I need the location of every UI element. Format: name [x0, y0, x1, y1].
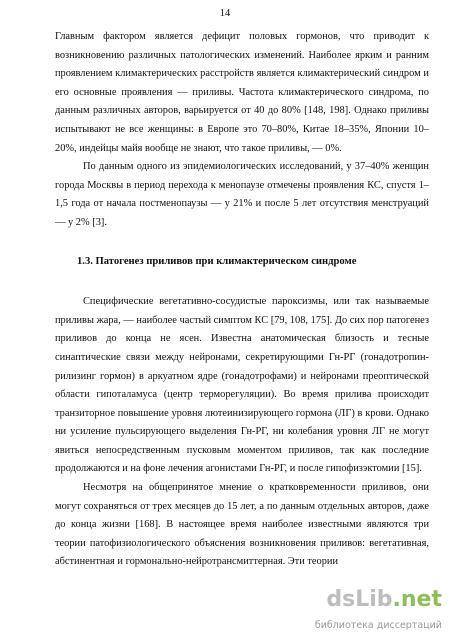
paragraph-intro: Главным фактором является дефицит половых гормонов, что приводит к возникновению различных патологических изменений. Наиболее ярким и ранним проявлением климактерических расстройств является климактерический синдром и его основные проявления — приливы. Частота климактерического синдрома, по данным различных авторов, варьируется от 40 до 80% [148, 198]. Однако приливы испытывают не все женщины: в Европе это 70–80%, Китае 18–35%, Японии 10–20%, индейцы майя вообще не знают, что такое приливы, — 0%. [55, 31, 429, 154]
section-heading: 1.3. Патогенез приливов при климактерическом синдроме [77, 255, 357, 267]
watermark-logo [314, 587, 442, 633]
watermark-brand [326, 587, 442, 613]
paragraph-epidemiology: По данным одного из эпидемиологических исследований, у 37–40% женщин города Москвы в период перехода к менопаузе отмечены проявления КС, спустя 1–1,5 года от начала постменопаузы — у 21% и после 5 лет отсутствия менструаций — у 2% [3]. [55, 161, 429, 228]
document-body [55, 28, 429, 572]
page-number: 14 [219, 8, 231, 19]
watermark-brand-main: dsLib [326, 587, 393, 612]
paragraph-theories: Несмотря на общепринятое мнение о кратковременности приливов, они могут сохраняться от трех месяцев до 15 лет, а по данным отдельных авторов, даже до конца жизни [168]. В настоящее время наиболее известными являются три теории патофизиологического объяснения возникновения приливов: вегетативная, абстинентная и гормонально-нейротрансмиттерная. Эти теории [55, 482, 429, 568]
watermark-brand-suffix: .net [392, 587, 442, 612]
watermark-tagline: библиотека диссертаций [314, 620, 442, 631]
paragraph-pathogenesis: Специфические вегетативно-сосудистые пароксизмы, или так называемые приливы жара, — наиболее частый симптом КС [79, 108, 175]. До сих пор патогенез приливов до конца не ясен. Известна анатомическая близость и тесные синаптические связи между нейронами, секретирующими Гн-РГ (гонадотропин-рилизинг гормон) в аркуатном ядре (гонадотрофами) и нейронами преоптической области гипоталамуса (центр терморегуляции). Во время прилива происходит транзиторное повышение уровня лютеинизирующего гормона (ЛГ) в крови. Однако ни усиление пульсирующего выделения Гн-РГ, ни колебания уровня ЛГ не могут явиться непосредственным пусковым моментом приливов, так как последние продолжаются и на фоне лечения агонистами Гн-РГ, и после гипофизэктомии [15]. [55, 296, 429, 475]
